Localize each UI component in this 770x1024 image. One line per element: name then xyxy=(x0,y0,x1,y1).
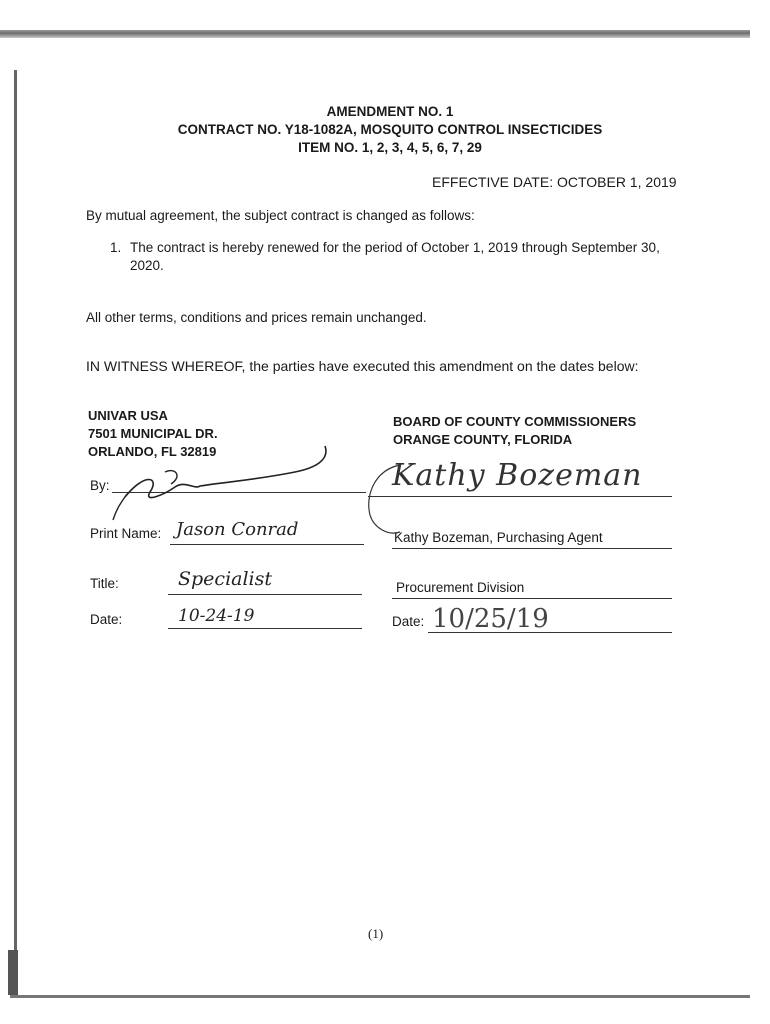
vendor-city: ORLANDO, FL 32819 xyxy=(88,444,217,459)
witness-text: IN WITNESS WHEREOF, the parties have executed this amendment on the dates below: xyxy=(86,358,639,374)
print-name-line xyxy=(170,544,364,545)
print-name-label: Print Name: xyxy=(90,526,162,541)
title-label: Title: xyxy=(90,576,119,591)
by-label: By: xyxy=(90,478,110,493)
title-line xyxy=(168,594,362,595)
vendor-date-line xyxy=(168,628,362,629)
vendor-date-value: 10-24-19 xyxy=(178,606,255,626)
item-1-text: The contract is hereby renewed for the period of October 1, 2019 through September 30, xyxy=(130,240,660,255)
print-name-value: Jason Conrad xyxy=(176,519,299,540)
vendor-address: 7501 MUNICIPAL DR. xyxy=(88,426,218,441)
vendor-date-label: Date: xyxy=(90,612,123,627)
county-division-line xyxy=(392,598,672,599)
vendor-name: UNIVAR USA xyxy=(88,408,168,423)
item-1-number: 1. xyxy=(110,240,122,255)
county-division: Procurement Division xyxy=(396,580,525,595)
item-numbers: ITEM NO. 1, 2, 3, 4, 5, 6, 7, 29 xyxy=(298,140,482,155)
county-board: BOARD OF COUNTY COMMISSIONERS xyxy=(393,414,637,429)
item-1-text-cont: 2020. xyxy=(130,258,164,273)
county-date-label: Date: xyxy=(392,614,425,629)
effective-date: EFFECTIVE DATE: OCTOBER 1, 2019 xyxy=(432,174,677,190)
page-number: (1) xyxy=(368,926,384,941)
county-name: ORANGE COUNTY, FLORIDA xyxy=(393,432,573,447)
scan-bottom-edge xyxy=(10,995,750,998)
other-terms-text: All other terms, conditions and prices remain unchanged. xyxy=(86,310,427,325)
amendment-title: AMENDMENT NO. 1 xyxy=(326,104,454,119)
county-signer: Kathy Bozeman, Purchasing Agent xyxy=(394,530,603,545)
scan-left-edge xyxy=(14,70,17,980)
scan-left-mark xyxy=(8,950,18,995)
scan-top-edge xyxy=(0,30,750,38)
county-signature: Kathy Bozeman xyxy=(392,458,643,493)
title-value: Specialist xyxy=(178,568,273,590)
intro-text: By mutual agreement, the subject contract is changed as follows: xyxy=(86,208,475,223)
county-signer-line xyxy=(392,548,672,549)
contract-title: CONTRACT NO. Y18-1082A, MOSQUITO CONTROL INSECTICIDES xyxy=(177,122,603,137)
county-date-value: 10/25/19 xyxy=(432,604,549,634)
